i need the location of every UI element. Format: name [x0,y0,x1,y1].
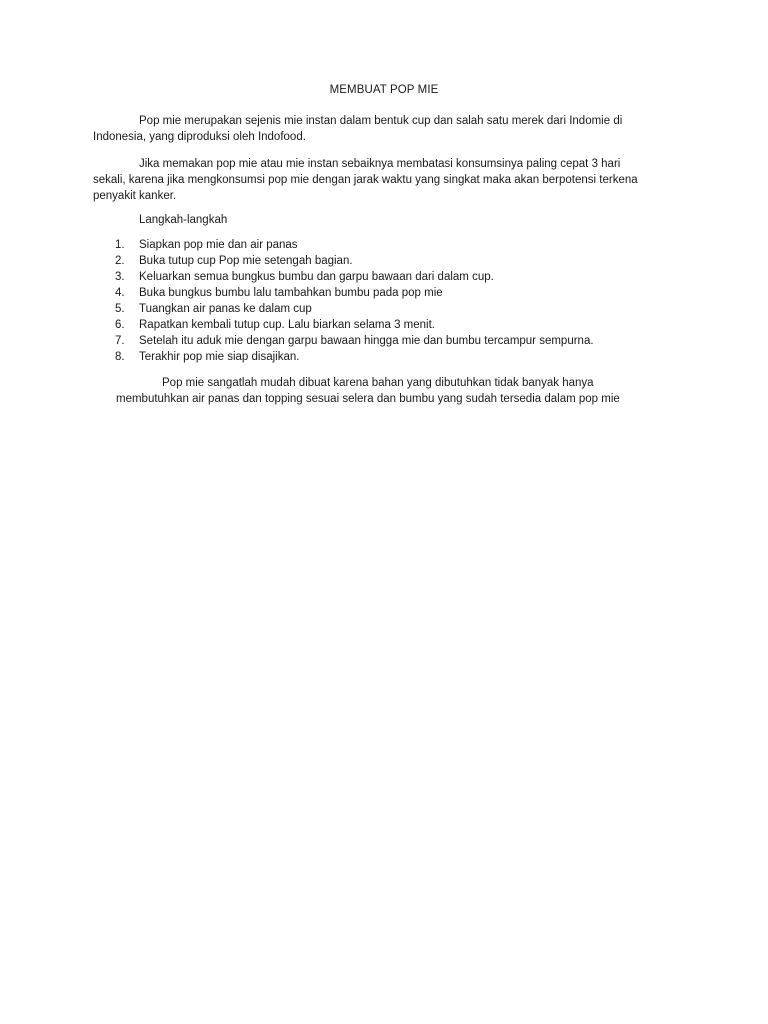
step-text: Keluarkan semua bungkus bumbu dan garpu bawaan dari dalam cup. [139,271,494,283]
step-text: Buka tutup cup Pop mie setengah bagian. [139,255,353,267]
document-title: MEMBUAT POP MIE [329,84,439,96]
list-item [110,269,650,285]
list-item [110,333,650,349]
step-number: 8. [115,351,125,363]
intro-paragraph [93,113,641,145]
step-text: Siapkan pop mie dan air panas [139,239,298,251]
step-text: Tuangkan air panas ke dalam cup [139,303,312,315]
steps-heading: Langkah-langkah [139,214,228,226]
list-item [110,301,650,317]
step-number: 3. [115,271,125,283]
step-number: 1. [115,239,125,251]
step-number: 6. [115,319,125,331]
list-item [110,349,650,365]
step-number: 5. [115,303,125,315]
step-text: Terakhir pop mie siap disajikan. [139,351,300,363]
step-number: 2. [115,255,125,267]
warning-paragraph-text: Jika memakan pop mie atau mie instan sebaiknya membatasi konsumsinya paling cepat 3 hari sekali, karena jika mengkonsumsi pop mie dengan jarak waktu yang singkat maka akan berpotensi terkena penyakit kanker. [93,158,638,202]
step-text: Buka bungkus bumbu lalu tambahkan bumbu pada pop mie [139,287,443,299]
step-text: Rapatkan kembali tutup cup. Lalu biarkan selama 3 menit. [139,319,435,331]
closing-paragraph [116,375,656,407]
closing-paragraph-text: Pop mie sangatlah mudah dibuat karena bahan yang dibutuhkan tidak banyak hanya membutuhkan air panas dan topping sesuai selera dan bumbu yang sudah tersedia dalam pop mie [116,377,620,405]
list-item [110,237,650,253]
list-item [110,285,650,301]
list-item [110,317,650,333]
step-number: 4. [115,287,125,299]
step-number: 7. [115,335,125,347]
step-text: Setelah itu aduk mie dengan garpu bawaan hingga mie dan bumbu tercampur sempurna. [139,335,594,347]
warning-paragraph [93,156,641,204]
intro-paragraph-text: Pop mie merupakan sejenis mie instan dalam bentuk cup dan salah satu merek dari Indomie di Indonesia, yang diproduksi oleh Indofood. [93,115,623,143]
list-item [110,253,650,269]
steps-list [110,237,650,365]
